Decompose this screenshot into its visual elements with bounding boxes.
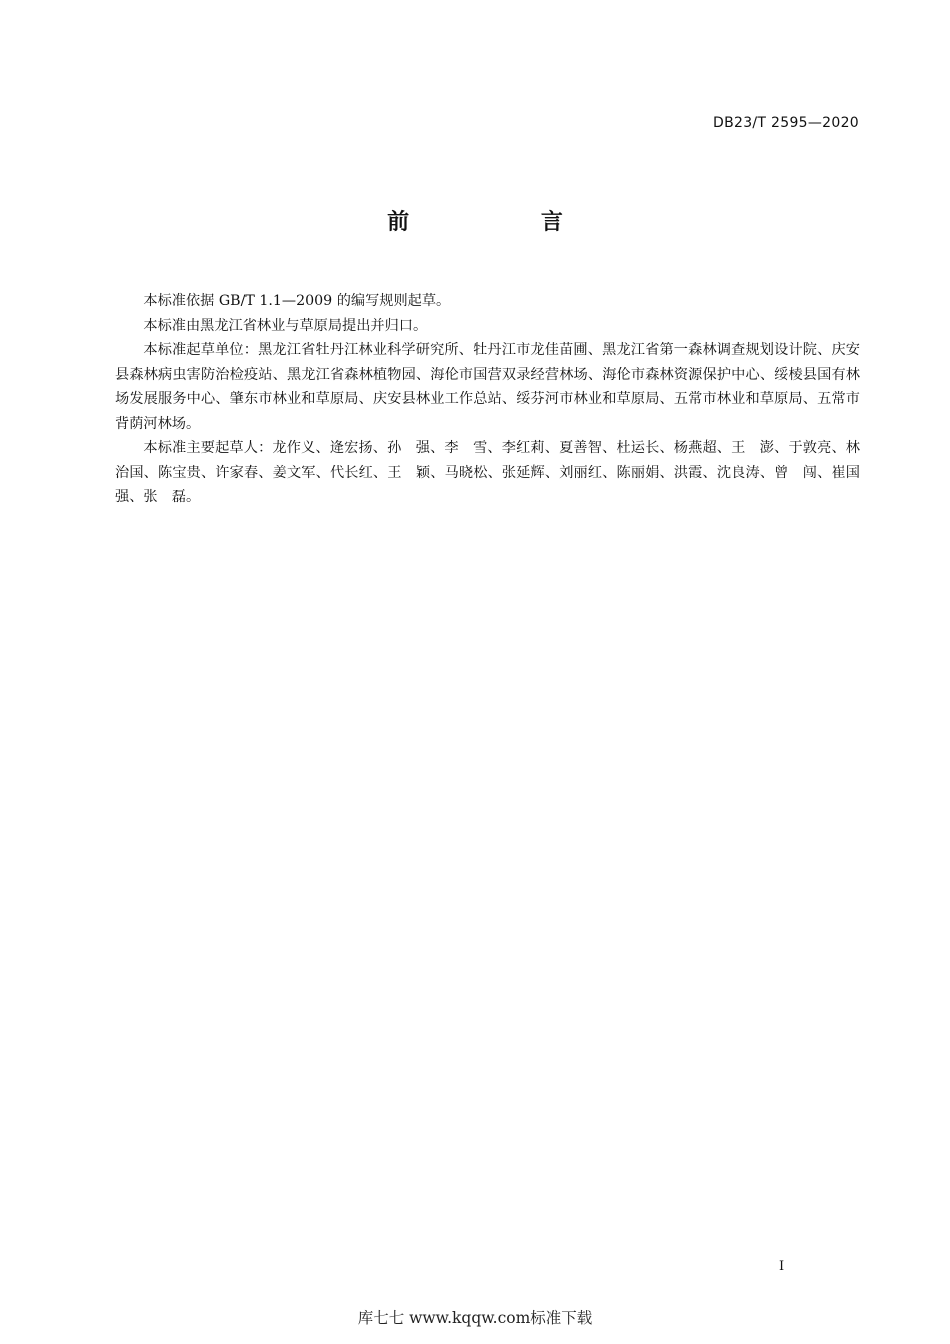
watermark-text: 库七七 www.kqqw.com标准下载 xyxy=(357,1309,593,1327)
paragraph-drafting-units: 本标准起草单位：黑龙江省牡丹江林业科学研究所、牡丹江市龙佳苗圃、黑龙江省第一森林调查规划设计院、庆安县森林病虫害防治检疫站、黑龙江省森林植物园、海伦市国营双录经营林场、海伦市森林资源保护中心、绥棱县国有林场发展服务中心、肇东市林业和草原局、庆安县林业工作总站、绥芬河市林业和草原局、五常市林业和草原局、五常市背荫河林场。 xyxy=(115,342,860,432)
foreword-body xyxy=(115,289,860,510)
paragraph-drafters: 本标准主要起草人：龙作义、逄宏扬、孙 强、李 雪、李红莉、夏善智、杜运长、杨燕超、王 澎、于敦亮、林治国、陈宝贵、许家春、姜文军、代长红、王 颖、马晓松、张延辉、刘丽红、陈丽娟、洪霞、沈良涛、曾 闯、崔国强、张 磊。 xyxy=(115,440,860,505)
paragraph-proposer: 本标准由黑龙江省林业与草原局提出并归口。 xyxy=(143,317,428,334)
paragraph-drafting-rules: 本标准依据 GB/T 1.1—2009 的编写规则起草。 xyxy=(143,293,451,309)
page-number: I xyxy=(779,1259,785,1274)
page-title: 前 言 xyxy=(387,210,625,235)
standard-code: DB23/T 2595—2020 xyxy=(713,115,859,131)
